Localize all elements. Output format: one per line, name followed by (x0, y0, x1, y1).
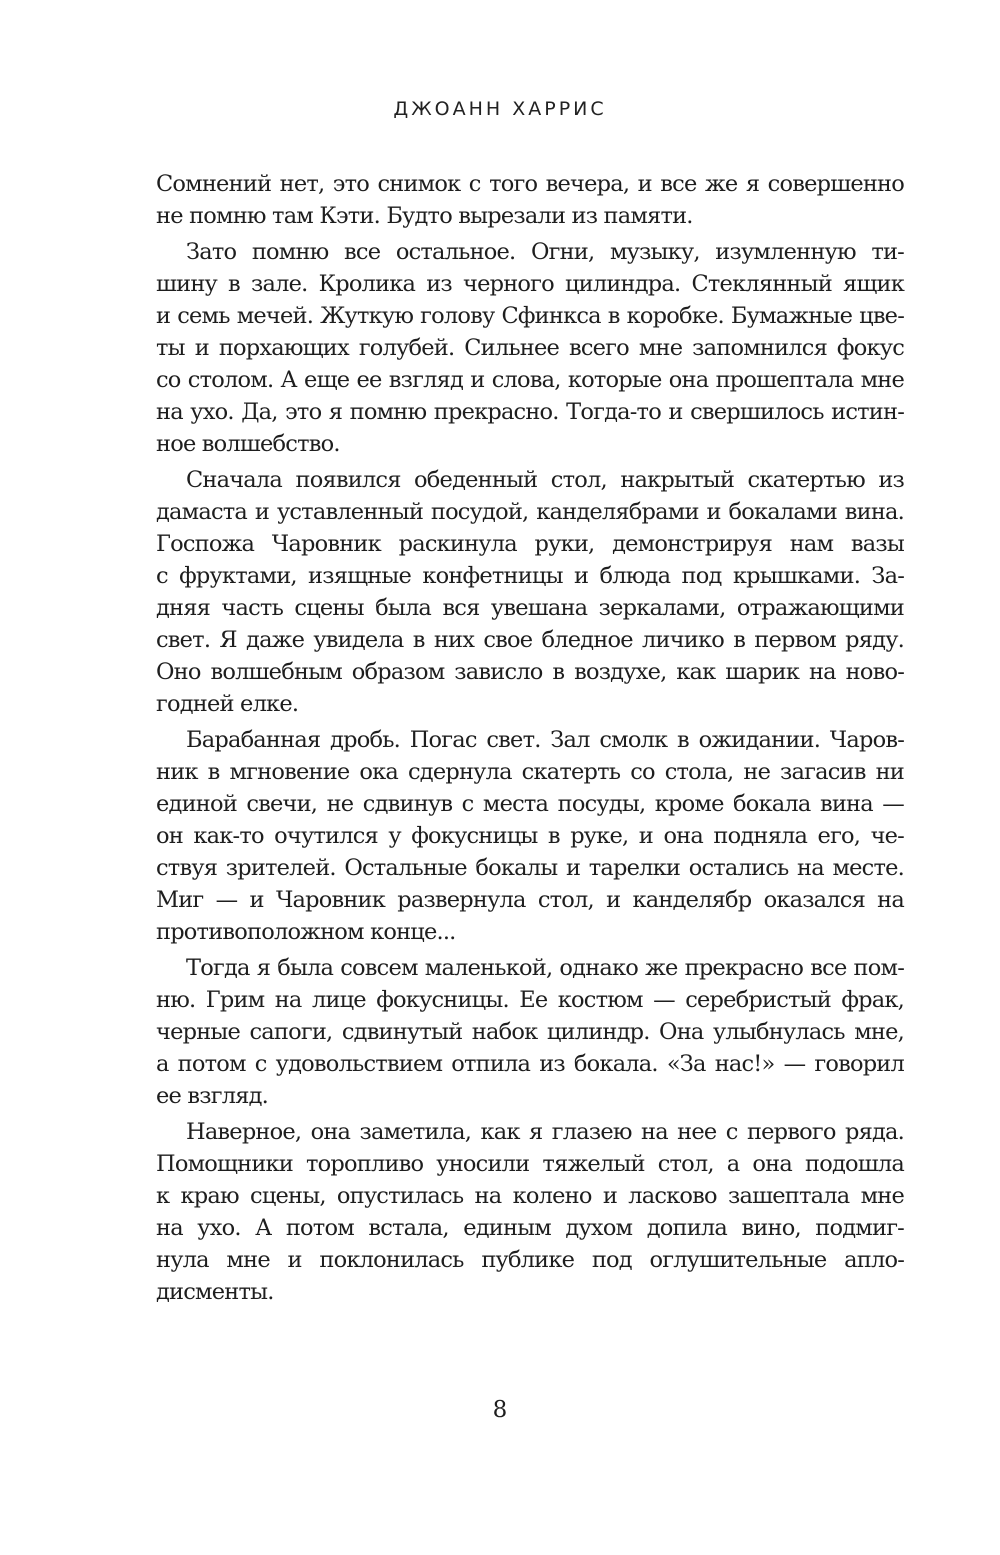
text-line: дисменты. (156, 1279, 274, 1305)
paragraph (156, 1116, 904, 1308)
text-line: шину в зале. Кролика из черного цилиндра. Стеклянный ящик (156, 271, 904, 297)
text-line: ты и порхающих голубей. Сильнее всего мне запомнился фокус (156, 335, 904, 361)
text-line: Сомнений нет, это снимок с того вечера, и все же я совершенно (156, 171, 904, 197)
text-line: на ухо. Да, это я помню прекрасно. Тогда-то и свершилось истин- (156, 399, 904, 425)
text-line: Миг — и Чаровник развернула стол, и канделябр оказался на (156, 887, 904, 913)
paragraph (156, 464, 904, 720)
page-number: 8 (492, 1397, 508, 1423)
text-line: Тогда я была совсем маленькой, однако же прекрасно все пом- (186, 955, 904, 981)
text-line: и семь мечей. Жуткую голову Сфинкса в коробке. Бумажные цве- (156, 303, 904, 329)
text-line: на ухо. А потом встала, единым духом допила вино, подмиг- (156, 1215, 904, 1241)
text-line: к краю сцены, опустилась на колено и ласково зашептала мне (156, 1183, 904, 1209)
text-line: Барабанная дробь. Погас свет. Зал смолк в ожидании. Чаров- (186, 727, 904, 753)
text-line: ствуя зрителей. Остальные бокалы и тарелки остались на месте. (156, 855, 904, 881)
text-line: Оно волшебным образом зависло в воздухе, как шарик на ново- (156, 659, 904, 685)
paragraph (156, 952, 904, 1112)
text-line: не помню там Кэти. Будто вырезали из памяти. (156, 203, 693, 229)
text-line: со столом. А еще ее взгляд и слова, которые она прошептала мне (156, 367, 904, 393)
text-line: нула мне и поклонилась публике под оглушительные апло- (156, 1247, 904, 1273)
text-line: ее взгляд. (156, 1083, 269, 1109)
text-line: Наверное, она заметила, как я глазею на нее с первого ряда. (186, 1119, 904, 1145)
text-line: ник в мгновение ока сдернула скатерть со стола, не загасив ни (156, 759, 904, 785)
paragraph (156, 724, 904, 948)
text-line: свет. Я даже увидела в них свое бледное личико в первом ряду. (156, 627, 904, 653)
text-line: черные сапоги, сдвинутый набок цилиндр. Она улыбнулась мне, (156, 1019, 904, 1045)
text-line: Помощники торопливо уносили тяжелый стол, а она подошла (156, 1151, 904, 1177)
text-line: Зато помню все остальное. Огни, музыку, изумленную ти- (186, 239, 904, 265)
text-line: Госпожа Чаровник раскинула руки, демонстрируя нам вазы (156, 531, 904, 557)
text-line: единой свечи, не сдвинув с места посуды, кроме бокала вина — (156, 791, 904, 817)
text-line: противоположном конце... (156, 919, 456, 945)
paragraph (156, 168, 904, 232)
text-line: ное волшебство. (156, 431, 340, 457)
text-line: Сначала появился обеденный стол, накрытый скатертью из (186, 467, 904, 493)
paragraph (156, 236, 904, 460)
text-line: он как-то очутился у фокусницы в руке, и она подняла его, че- (156, 823, 904, 849)
text-line: с фруктами, изящные конфетницы и блюда под крышками. За- (156, 563, 904, 589)
running-header-author: ДЖОАНН ХАРРИС (393, 98, 607, 120)
text-line: а потом с удовольствием отпила из бокала. «За нас!» — говорил (156, 1051, 904, 1077)
text-line: дамаста и уставленный посудой, канделябрами и бокалами вина. (156, 499, 904, 525)
text-line: годней елке. (156, 691, 299, 717)
text-line: дняя часть сцены была вся увешана зеркалами, отражающими (156, 595, 904, 621)
body-text (156, 168, 904, 1312)
text-line: ню. Грим на лице фокусницы. Ее костюм — серебристый фрак, (156, 987, 904, 1013)
